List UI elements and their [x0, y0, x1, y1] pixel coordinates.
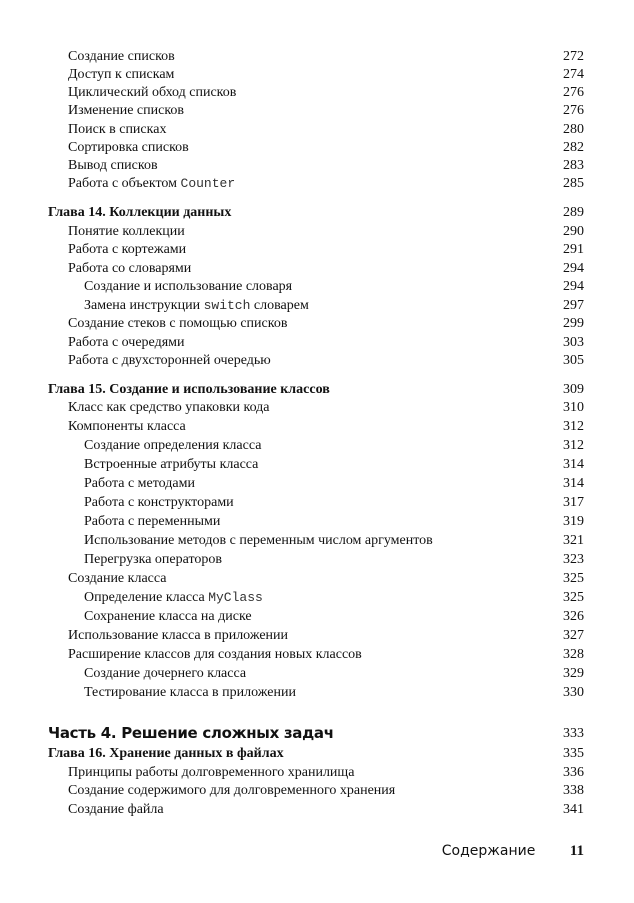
entry-title-text: Использование методов с переменным числом аргументов [84, 533, 433, 548]
entry-title [68, 84, 236, 102]
entry-title-text: Создание содержимого для долговременного хранения [68, 783, 396, 798]
toc-entry [0, 260, 634, 279]
entry-page-number: 299 [563, 316, 584, 331]
entry-page-number: 333 [563, 726, 584, 741]
entry-title [68, 764, 354, 783]
entry-title-text: Глава 15. Создание и использование классов [48, 381, 330, 397]
entry-title [68, 801, 164, 820]
toc-entry [0, 399, 634, 418]
entry-title [84, 684, 296, 703]
entry-page-number: 325 [563, 589, 584, 605]
toc-section [0, 48, 634, 193]
entry-title [84, 494, 234, 513]
entry-title [48, 722, 334, 745]
toc-entry [0, 475, 634, 494]
entry-page-number: 314 [563, 457, 584, 473]
entry-title [84, 551, 222, 570]
entry-title-text: Создание списков [68, 49, 175, 64]
entry-title-text: Работа с двухсторонней очередью [68, 353, 271, 368]
toc-entry [0, 418, 634, 437]
entry-page-number: 276 [563, 85, 584, 101]
entry-title-text: Создание дочернего класса [84, 665, 247, 681]
entry-page-number: 280 [563, 121, 584, 137]
entry-title [84, 297, 309, 316]
entry-title [48, 381, 330, 400]
entry-page-number: 329 [563, 665, 584, 681]
entry-page-number: 328 [563, 646, 584, 662]
entry-title-text: словарем [250, 297, 309, 313]
entry-page-number: 305 [563, 353, 584, 368]
toc-entry [0, 278, 634, 297]
entry-page-number: 312 [563, 438, 584, 454]
entry-title [84, 513, 220, 532]
toc-entry [0, 532, 634, 551]
entry-title [68, 102, 184, 120]
toc-entry [0, 437, 634, 456]
entry-page-number: 282 [563, 139, 584, 155]
entry-title-text: Изменение списков [68, 103, 185, 119]
entry-page-number: 297 [563, 297, 584, 313]
entry-title [68, 334, 185, 353]
entry-title-text: Работа с объектом [68, 175, 181, 191]
toc-entry [0, 456, 634, 475]
toc-entry [0, 175, 634, 193]
entry-title-text: Сортировка списков [68, 139, 189, 155]
entry-title-text: Работа с конструкторами [84, 495, 234, 511]
toc-entry [0, 589, 634, 608]
toc-entry [0, 241, 634, 260]
entry-page-number: 294 [563, 279, 584, 294]
entry-page-number: 310 [563, 400, 584, 416]
entry-page-number: 326 [563, 608, 584, 624]
running-header-label: Содержание [441, 843, 536, 859]
toc-entry [0, 297, 634, 316]
entry-page-number: 312 [563, 419, 584, 435]
entry-page-number: 285 [563, 175, 584, 191]
entry-title-text: Доступ к спискам [68, 67, 175, 83]
entry-title [84, 278, 292, 297]
toc-entry [0, 608, 634, 627]
toc-entry [0, 334, 634, 353]
toc-entry [0, 121, 634, 139]
entry-title-text: Создание файла [68, 801, 164, 817]
entry-page-number: 327 [563, 627, 584, 643]
entry-code-term: switch [203, 297, 251, 313]
entry-title [68, 782, 395, 801]
entry-title [68, 399, 270, 418]
toc-section [0, 204, 634, 371]
toc-entry [0, 48, 634, 66]
toc-entry [0, 551, 634, 570]
entry-title-text: Создание стеков с помощью списков [68, 316, 288, 331]
toc-entry [0, 513, 634, 532]
entry-page-number: 314 [563, 476, 584, 492]
toc-section [0, 381, 634, 703]
entry-title [84, 475, 195, 494]
entry-title [84, 608, 252, 627]
entry-page-number: 330 [563, 684, 584, 700]
toc-entry [0, 84, 634, 102]
entry-title [68, 260, 191, 279]
entry-title-text: Работа с кортежами [68, 242, 187, 257]
toc-entry [0, 102, 634, 120]
entry-title-text: Встроенные атрибуты класса [84, 457, 259, 473]
entry-title [84, 437, 261, 456]
entry-page-number: 289 [563, 205, 584, 220]
entry-title [68, 157, 158, 175]
entry-title [68, 646, 362, 665]
toc-entry [0, 157, 634, 175]
toc-entry [0, 801, 634, 820]
toc-entry [0, 66, 634, 84]
entry-title-text: Создание и использование словаря [84, 279, 293, 294]
toc-entry [0, 139, 634, 157]
entry-page-number: 338 [563, 783, 584, 798]
entry-page-number: 291 [563, 242, 584, 257]
entry-title [68, 570, 166, 589]
entry-title-text: Перегрузка операторов [84, 551, 223, 567]
toc-chapter-entry [0, 745, 634, 764]
entry-title [68, 223, 185, 242]
entry-page-number: 341 [563, 801, 584, 817]
entry-title-text: Часть 4. Решение сложных задач [48, 724, 334, 742]
entry-title [68, 175, 235, 193]
entry-title-text: Тестирование класса в приложении [84, 684, 296, 700]
entry-title-text: Определение класса [84, 589, 209, 605]
toc-entry [0, 684, 634, 703]
entry-page-number: 290 [563, 223, 584, 239]
entry-code-term: Counter [180, 175, 236, 191]
entry-title [68, 66, 174, 84]
entry-page-number: 317 [563, 495, 584, 511]
entry-page-number: 272 [563, 49, 584, 64]
entry-page-number: 336 [563, 764, 584, 780]
page-number: 11 [569, 843, 584, 859]
entry-page-number: 294 [563, 260, 584, 276]
entry-title-text: Использование класса в приложении [68, 627, 289, 643]
toc-part-heading [0, 722, 634, 745]
page-footer [442, 843, 584, 860]
entry-page-number: 274 [563, 67, 584, 83]
entry-page-number: 283 [563, 157, 584, 173]
entry-title [68, 121, 166, 139]
entry-page-number: 323 [563, 551, 584, 567]
entry-title [68, 627, 288, 646]
toc-entry [0, 570, 634, 589]
entry-title-text: Расширение классов для создания новых классов [68, 646, 362, 662]
toc-entry [0, 665, 634, 684]
entry-title [68, 418, 186, 437]
entry-title [48, 745, 284, 764]
entry-title-text: Вывод списков [68, 157, 158, 173]
entry-title [68, 48, 175, 66]
entry-page-number: 321 [563, 533, 584, 548]
entry-title-text: Глава 16. Хранение данных в файлах [48, 746, 284, 761]
entry-page-number: 303 [563, 334, 584, 350]
entry-title [68, 352, 271, 371]
toc-entry [0, 646, 634, 665]
entry-title [48, 204, 231, 223]
entry-title [84, 532, 433, 551]
entry-title-text: Создание класса [68, 570, 167, 586]
entry-page-number: 325 [563, 570, 584, 586]
entry-title-text: Циклический обход списков [68, 85, 237, 101]
entry-title-text: Работа с методами [84, 476, 195, 492]
entry-page-number: 309 [563, 381, 584, 397]
entry-title-text: Работа со словарями [68, 260, 192, 276]
entry-title-text: Создание определения класса [84, 438, 262, 454]
entry-title-text: Класс как средство упаковки кода [68, 400, 270, 416]
entry-title-text: Глава 14. Коллекции данных [48, 205, 232, 220]
entry-title-text: Работа с очередями [68, 334, 185, 350]
toc-entry [0, 764, 634, 783]
toc-entry [0, 223, 634, 242]
entry-title-text: Поиск в списках [68, 121, 167, 137]
entry-title-text: Компоненты класса [68, 419, 186, 435]
entry-title [84, 456, 258, 475]
entry-page-number: 319 [563, 514, 584, 530]
toc-entry [0, 315, 634, 334]
entry-title-text: Понятие коллекции [68, 223, 185, 239]
toc-entry [0, 494, 634, 513]
entry-code-term: MyClass [208, 589, 263, 605]
toc-section [0, 722, 634, 819]
toc-chapter-entry [0, 204, 634, 223]
toc-chapter-entry [0, 381, 634, 400]
entry-title-text: Замена инструкции [84, 297, 204, 313]
entry-title-text: Работа с переменными [84, 514, 221, 530]
entry-title [84, 589, 263, 608]
entry-title [84, 665, 246, 684]
entry-title [68, 241, 186, 260]
toc-entry [0, 627, 634, 646]
entry-title-text: Сохранение класса на диске [84, 608, 252, 624]
entry-page-number: 276 [563, 103, 584, 119]
entry-title [68, 139, 189, 157]
toc-entry [0, 782, 634, 801]
toc-entry [0, 352, 634, 371]
entry-page-number: 335 [563, 746, 584, 761]
entry-title-text: Принципы работы долговременного хранилища [68, 764, 355, 780]
entry-title [68, 315, 287, 334]
